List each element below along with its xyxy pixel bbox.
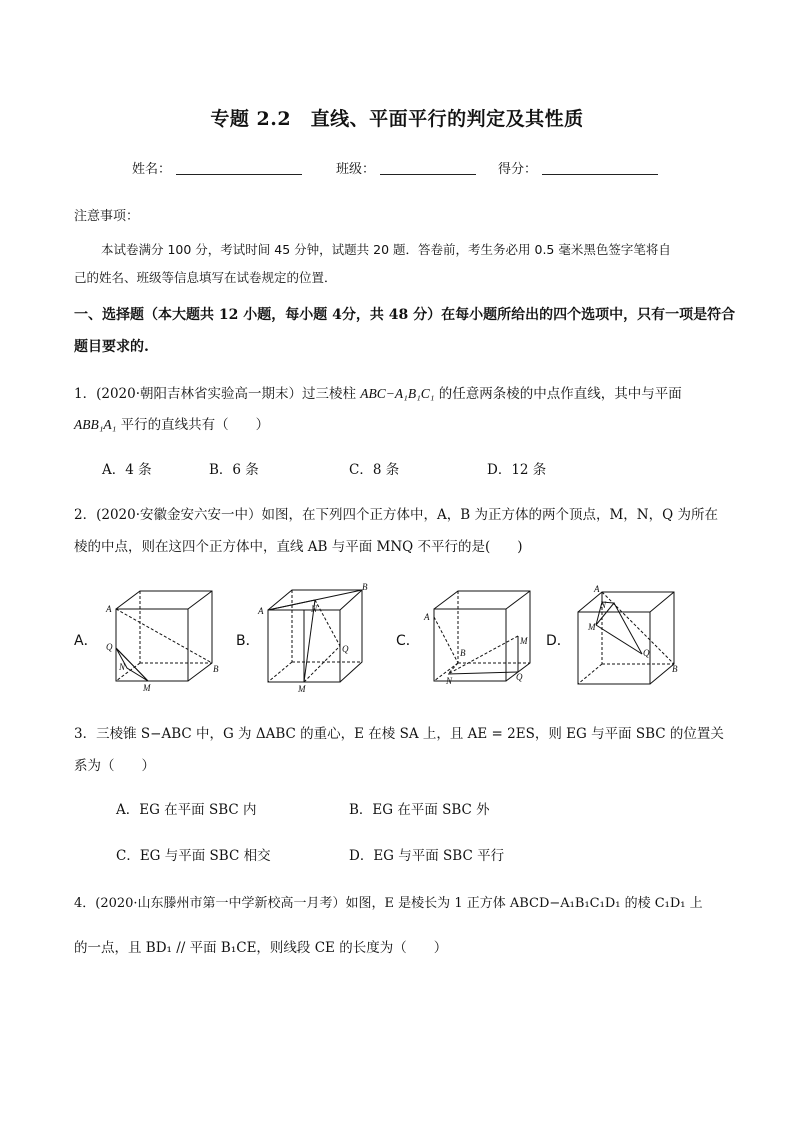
fig3-label-m: M	[520, 636, 528, 646]
notice-heading: 注意事项：	[74, 209, 140, 224]
q1-line-2-suffix: 平行的直线共有（ ）	[116, 417, 270, 433]
q2-line-2: 棱的中点，则在这四个正方体中，直线 AB 与平面 MNQ 不平行的是( )	[74, 539, 523, 555]
fig4-label-b: B	[672, 664, 678, 674]
cube-figure-c	[418, 584, 538, 698]
q1-option-b[interactable]: B．6 条	[209, 462, 259, 478]
fig4-label-a: A	[594, 584, 600, 594]
notice-line-1: 本试卷满分 100 分，考试时间 45 分钟，试题共 20 题．答卷前，考生务必用 0.5 毫米黑色签字笔将自	[101, 242, 671, 257]
q3-option-d[interactable]: D．EG 与平面 SBC 平行	[349, 848, 505, 864]
q2-line-1: 2．(2020·安徽金安六安一中）如图，在下列四个正方体中，A，B 为正方体的两个顶点，M，N，Q 为所在	[74, 507, 718, 523]
section-heading-line-2: 题目要求的.	[74, 339, 149, 355]
fig1-label-q: Q	[106, 642, 113, 652]
q3-line-2: 系为（ ）	[74, 758, 155, 774]
section-heading-line-1: 一、选择题（本大题共 12 小题，每小题 4分，共 48 分）在每小题所给出的四个选项中，只有一项是符合	[74, 307, 736, 323]
fig3-label-b: B	[460, 648, 466, 658]
score-blank[interactable]	[542, 174, 658, 175]
fig3-label-a: A	[424, 612, 430, 622]
class-blank[interactable]	[380, 174, 476, 175]
page-title: 专题 2.2 直线、平面平行的判定及其性质	[210, 108, 584, 130]
name-label: 姓名：	[132, 162, 172, 177]
q1-line-1	[74, 382, 682, 402]
q1-prism: ABC−A₁B₁C₁	[360, 386, 435, 401]
name-blank[interactable]	[176, 174, 302, 175]
cube-figure-d	[570, 580, 690, 696]
q1-line-2	[74, 413, 269, 433]
q1-suffix: 的任意两条棱的中点作直线，其中与平面	[434, 386, 682, 402]
q1-prefix: 1．(2020·朝阳吉林省实验高一期末）过三棱柱	[74, 386, 361, 402]
fig3-label-n: N	[446, 676, 453, 686]
fig4-label-q: Q	[643, 648, 650, 658]
fig2-label-q: Q	[342, 644, 349, 654]
fig1-label-a: A	[106, 604, 112, 614]
q3-option-c[interactable]: C．EG 与平面 SBC 相交	[116, 848, 271, 864]
fig2-label-n: N	[311, 604, 318, 614]
q1-option-c[interactable]: C．8 条	[349, 462, 400, 478]
fig4-label-n: N	[600, 600, 607, 610]
q3-line-1: 3．三棱锥 S−ABC 中，G 为 ΔABC 的重心，E 在棱 SA 上，且 AE = 2ES，则 EG 与平面 SBC 的位置关	[74, 726, 724, 742]
q1-plane: ABB₁A₁	[74, 417, 117, 432]
q1-option-a[interactable]: A．4 条	[102, 462, 152, 478]
fig2-label-b: B	[362, 582, 368, 592]
fig1-label-m: M	[143, 683, 151, 693]
fig1-label-b: B	[213, 664, 219, 674]
q4-line-2: 的一点，且 BD₁ // 平面 B₁CE，则线段 CE 的长度为（ ）	[74, 940, 448, 956]
notice-line-2: 己的姓名、班级等信息填写在试卷规定的位置．	[74, 270, 337, 285]
q3-option-a[interactable]: A．EG 在平面 SBC 内	[116, 802, 257, 818]
fig1-label-n: N	[119, 662, 126, 672]
cube-figure-b	[254, 582, 374, 698]
class-label: 班级：	[336, 162, 376, 177]
fig2-label-m: M	[298, 684, 306, 694]
fig-label-d[interactable]: D．	[546, 633, 571, 649]
fig-label-a[interactable]: A．	[74, 633, 98, 649]
fig-label-b[interactable]: B．	[236, 633, 260, 649]
cube-figure-a	[100, 584, 220, 698]
fig-label-c[interactable]: C．	[396, 633, 420, 649]
score-label: 得分：	[498, 162, 538, 177]
q3-option-b[interactable]: B．EG 在平面 SBC 外	[349, 802, 490, 818]
q4-line-1: 4．(2020·山东滕州市第一中学新校高一月考）如图，E 是棱长为 1 正方体 ABCD−A₁B₁C₁D₁ 的棱 C₁D₁ 上	[74, 896, 703, 911]
fig4-label-m: M	[588, 622, 596, 632]
q1-option-d[interactable]: D．12 条	[487, 462, 547, 478]
fig3-label-q: Q	[516, 672, 523, 682]
fig2-label-a: A	[258, 606, 264, 616]
